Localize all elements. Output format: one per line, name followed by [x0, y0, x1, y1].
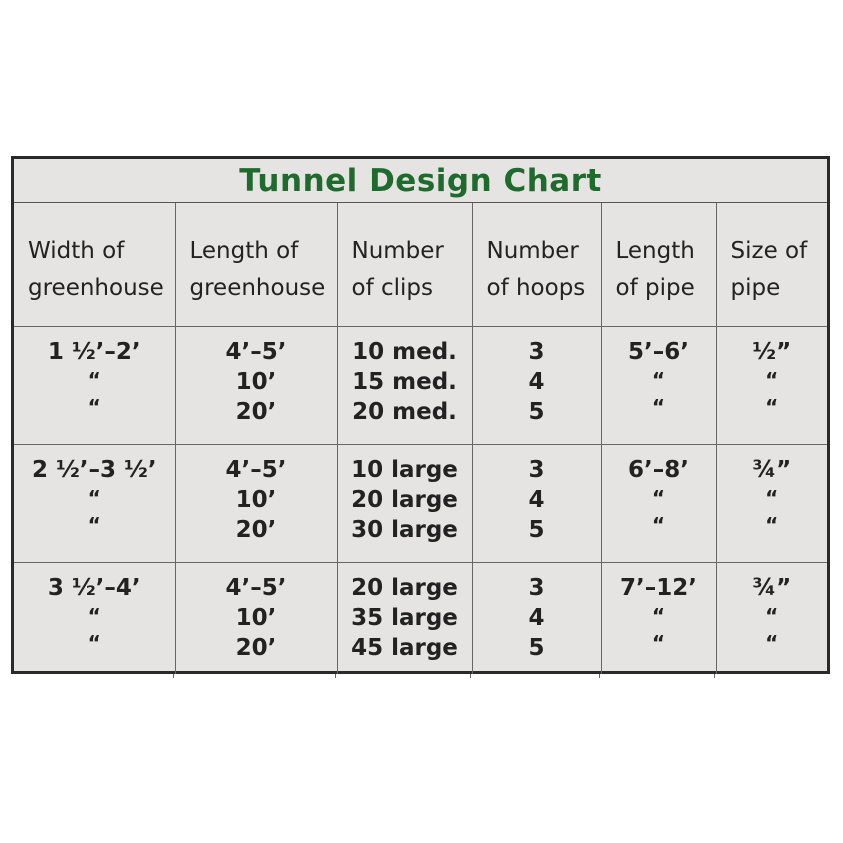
cell-value: 20’: [235, 398, 277, 425]
cell-length: [175, 562, 337, 674]
cell-value: 10’: [235, 368, 277, 395]
cell-clips: [337, 562, 472, 674]
cell-value: 30 large: [351, 516, 458, 543]
cell-value: 4: [528, 604, 545, 631]
header-text: greenhouse: [189, 275, 326, 302]
cell-pipe-size: [716, 444, 827, 562]
cell-width: [14, 562, 175, 674]
cell-value: 15 med.: [352, 368, 457, 395]
cell-values: [602, 445, 716, 539]
cell-value: “: [87, 630, 101, 655]
cell-value: 5’–6’: [628, 338, 689, 365]
cell-values: [473, 327, 601, 427]
cell-values: [602, 563, 716, 657]
cell-values: [602, 327, 716, 421]
table-row: [14, 326, 827, 444]
cell-value: 45 large: [351, 634, 458, 661]
cell-value: ¾”: [752, 574, 792, 601]
cell-clips: [337, 326, 472, 444]
cell-pipe-length: [601, 326, 716, 444]
cell-value: “: [765, 367, 779, 392]
header-length: [175, 203, 337, 326]
cell-value: ½”: [752, 338, 792, 365]
cell-value: 4: [528, 368, 545, 395]
cell-values: [338, 327, 472, 427]
cell-pipe-size: [716, 562, 827, 674]
cell-values: [717, 563, 828, 657]
header-text: of hoops: [486, 275, 586, 302]
header-text: Number: [486, 238, 579, 265]
cell-value: “: [651, 630, 666, 655]
cell-pipe-size: [716, 326, 827, 444]
cell-values: [176, 445, 337, 545]
cell-value: 7’–12’: [620, 574, 697, 601]
header-pipe-length: [601, 203, 716, 326]
header-text: Number: [351, 238, 444, 265]
cell-value: 35 large: [351, 604, 458, 631]
cell-value: 5: [528, 516, 545, 543]
cell-pipe-length: [601, 562, 716, 674]
cell-hoops: [472, 326, 601, 444]
table-bottom-edge: [11, 674, 828, 678]
cell-values: [14, 563, 175, 657]
header-text: of clips: [351, 275, 433, 302]
cell-values: [473, 445, 601, 545]
cell-values: [14, 445, 175, 539]
cell-hoops: [472, 444, 601, 562]
cell-value: “: [87, 512, 101, 537]
header-text: Size of: [730, 238, 808, 265]
cell-value: “: [87, 603, 101, 628]
cell-values: [14, 327, 175, 421]
cell-value: 20’: [235, 516, 277, 543]
cell-length: [175, 326, 337, 444]
cell-value: 1 ½’–2’: [47, 338, 141, 365]
cell-values: [176, 563, 337, 663]
cell-value: 10’: [235, 604, 277, 631]
cell-value: “: [87, 485, 101, 510]
cell-value: “: [765, 512, 779, 537]
cell-value: 3: [528, 456, 545, 483]
header-text: Length of: [189, 238, 299, 265]
cell-value: “: [87, 394, 101, 419]
header-pipe-size: [716, 203, 827, 326]
cell-value: “: [87, 367, 101, 392]
cell-value: 3: [528, 574, 545, 601]
header-row: [14, 203, 827, 326]
cell-values: [338, 445, 472, 545]
cell-value: “: [765, 603, 779, 628]
cell-value: 10 med.: [352, 338, 457, 365]
cell-value: 3: [528, 338, 545, 365]
header-text: Width of: [28, 238, 125, 265]
cell-value: “: [651, 367, 666, 392]
cell-clips: [337, 444, 472, 562]
cell-values: [338, 563, 472, 663]
cell-value: 5: [528, 634, 545, 661]
tunnel-design-chart: [11, 156, 830, 674]
cell-value: 10’: [235, 486, 277, 513]
header-text: Length: [615, 238, 695, 265]
cell-value: “: [651, 394, 666, 419]
header-text: pipe: [730, 275, 781, 302]
cell-value: 2 ½’–3 ½’: [31, 456, 157, 483]
cell-width: [14, 444, 175, 562]
cell-value: 3 ½’–4’: [47, 574, 141, 601]
table-row: [14, 562, 827, 674]
cell-value: ¾”: [752, 456, 792, 483]
cell-value: 10 large: [351, 456, 458, 483]
cell-width: [14, 326, 175, 444]
cell-pipe-length: [601, 444, 716, 562]
cell-values: [176, 327, 337, 427]
cell-value: “: [651, 603, 666, 628]
cell-values: [473, 563, 601, 663]
header-clips: [337, 203, 472, 326]
cell-value: 4: [528, 486, 545, 513]
chart-title: Tunnel Design Chart: [239, 162, 602, 199]
table-row: [14, 444, 827, 562]
cell-value: 4’–5’: [225, 574, 287, 601]
cell-value: “: [765, 394, 779, 419]
cell-value: “: [765, 630, 779, 655]
header-width: [14, 203, 175, 326]
cell-value: “: [651, 512, 666, 537]
cell-values: [717, 445, 828, 539]
cell-value: 20 large: [351, 486, 458, 513]
cell-value: 4’–5’: [225, 338, 287, 365]
cell-hoops: [472, 562, 601, 674]
cell-value: 20 med.: [352, 398, 457, 425]
cell-value: “: [651, 485, 666, 510]
header-text: of pipe: [615, 275, 695, 302]
design-table: [14, 203, 827, 674]
cell-value: 20 large: [351, 574, 458, 601]
header-text: greenhouse: [28, 275, 164, 302]
cell-value: 5: [528, 398, 545, 425]
header-hoops: [472, 203, 601, 326]
cell-length: [175, 444, 337, 562]
cell-value: “: [765, 485, 779, 510]
chart-title-row: [14, 159, 827, 203]
cell-values: [717, 327, 828, 421]
cell-value: 20’: [235, 634, 277, 661]
cell-value: 4’–5’: [225, 456, 287, 483]
cell-value: 6’–8’: [628, 456, 689, 483]
